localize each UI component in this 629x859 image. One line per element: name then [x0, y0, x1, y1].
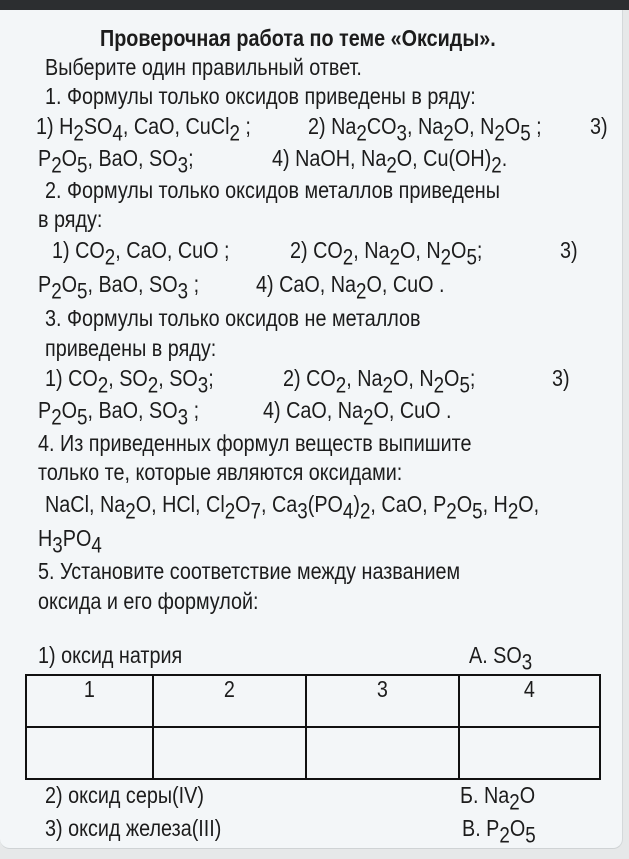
q5-question-cont: оксида и его формулой:	[38, 588, 259, 614]
q2-option-2: 2) $CO_2$, $Na_2O$, $N_2O_5$;	[290, 237, 483, 270]
table-header-2: 2	[223, 676, 235, 702]
oxide-name-1: 1) оксид натрия	[38, 642, 183, 668]
page-title: Проверочная работа по теме «Оксиды».	[100, 25, 496, 51]
answer-table	[25, 674, 601, 780]
q2-option-1: 1) $CO_2$, CaO, CuO ;	[52, 237, 230, 270]
q1-option-3-label: 3)	[590, 113, 608, 139]
table-header-4: 4	[523, 676, 535, 702]
q3-question: 3. Формулы только оксидов не металлов	[45, 305, 421, 331]
answer-cell-1[interactable]	[26, 727, 153, 779]
document-card	[0, 10, 623, 849]
q4-formula-list-cont: $H_3PO_4$	[38, 525, 102, 558]
oxide-name-3: 3) оксид железа(III)	[45, 815, 222, 841]
q4-question: 4. Из приведенных формул веществ выпишите	[38, 430, 472, 456]
q1-option-3: $P_2O_5$, BaO, $SO_3$;	[38, 145, 194, 178]
q5-question: 5. Установите соответствие между названием	[38, 558, 461, 584]
q2-option-4: 4) CaO, $Na_2O$, CuO .	[256, 271, 445, 304]
q1-question: 1. Формулы только оксидов приведены в ряду:	[45, 83, 476, 109]
q3-option-1: 1) $CO_2$, $SO_2$, $SO_3$;	[45, 365, 214, 398]
q3-option-2: 2) $CO_2$, $Na_2O$, $N_2O_5$;	[283, 365, 476, 398]
q2-question-cont: в ряду:	[38, 206, 103, 232]
table-header-3: 3	[376, 676, 388, 702]
q4-question-cont: только те, которые являются оксидами:	[38, 459, 403, 485]
q2-option-3: $P_2O_5$, BaO, $SO_3$ ;	[38, 271, 200, 304]
oxide-formula-b: Б. $Na_2O$	[460, 782, 536, 815]
answer-cell-2[interactable]	[153, 727, 306, 779]
q1-option-2: 2) $Na_2CO_3$, $Na_2O$, $N_2O_5$ ;	[308, 113, 542, 146]
q3-question-cont: приведены в ряду:	[45, 335, 217, 361]
q1-option-4: 4) NaOH, $Na_2O$, $Cu(OH)_2$.	[272, 145, 508, 178]
top-bar	[0, 0, 629, 10]
q3-option-3: $P_2O_5$, BaO, $SO_3$ ;	[38, 397, 200, 430]
oxide-formula-a: А. $SO_3$	[469, 642, 533, 675]
q2-option-3-label: 3)	[560, 237, 578, 263]
oxide-formula-c: В. $P_2O_5$	[462, 815, 536, 848]
q3-option-4: 4) CaO, $Na_2O$, CuO .	[263, 397, 452, 430]
q3-option-3-label: 3)	[552, 365, 570, 391]
q4-formula-list: NaCl, $Na_2O$, HCl, $Cl_2O_7$, $Ca_3(PO_4)_2$, CaO, $P_2O_5$, $H_2O$,	[45, 491, 540, 524]
answer-cell-4[interactable]	[459, 727, 600, 779]
answer-cell-3[interactable]	[306, 727, 459, 779]
oxide-name-2: 2) оксид серы(IV)	[45, 782, 204, 808]
table-header-1: 1	[83, 676, 95, 702]
q2-question: 2. Формулы только оксидов металлов приведены	[45, 177, 500, 203]
q1-option-1: 1) $H_2SO_4$, CaO, CuCl$_2$ ;	[36, 113, 251, 146]
instruction: Выберите один правильный ответ.	[45, 54, 362, 80]
